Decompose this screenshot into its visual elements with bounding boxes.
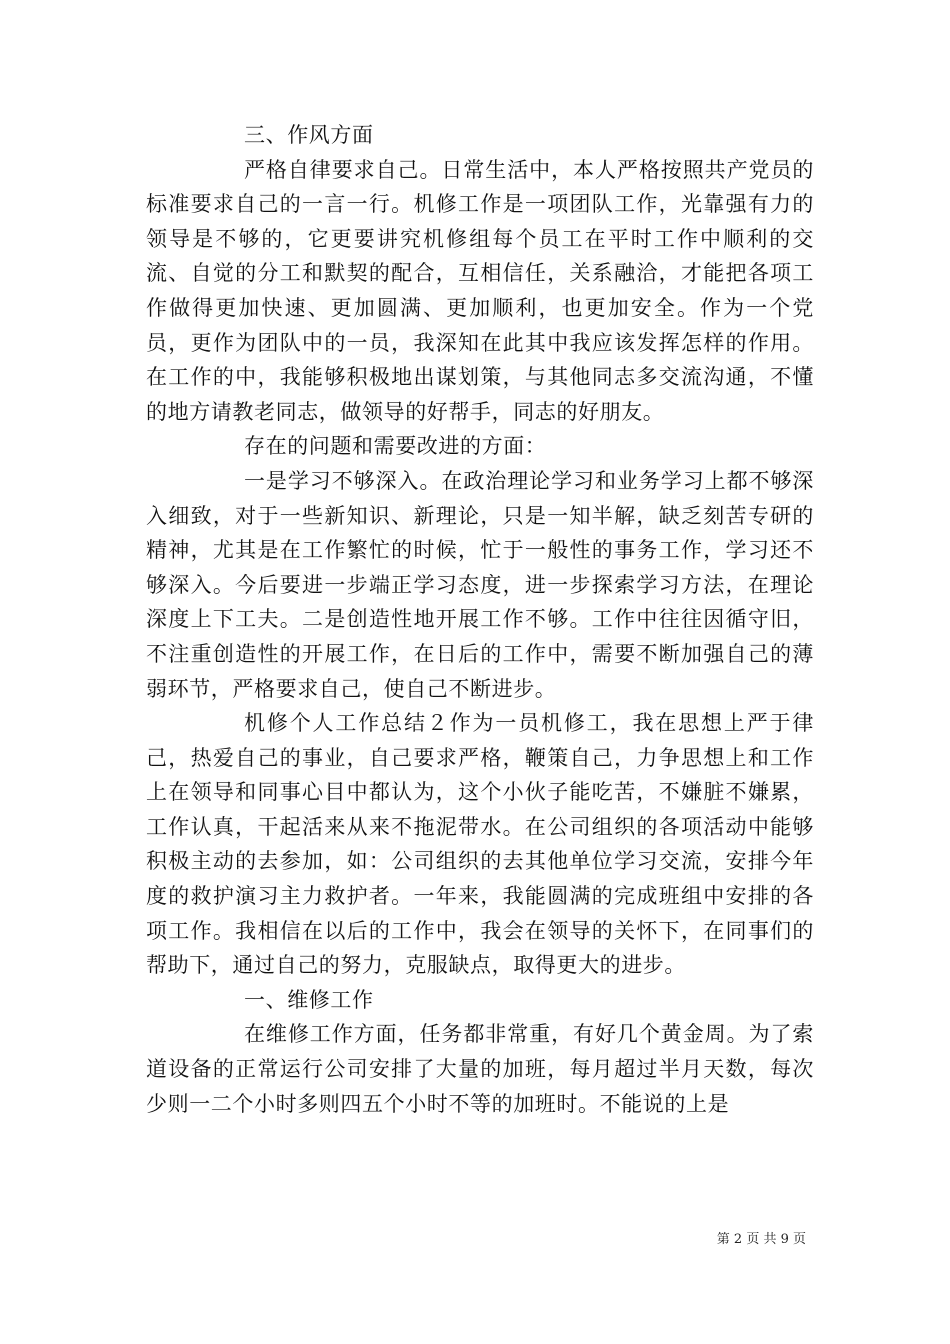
paragraph-self-discipline: 严格自律要求自己。日常生活中，本人严格按照共产党员的标准要求自己的一言一行。机修工作是一项团队工作，光靠强有力的领导是不够的，它更要讲究机修组每个员工在平时工作中顺利的交流、自觉的分工和默契的配合，互相信任，关系融洽，才能把各项工作做得更加快速、更加圆满、更加顺利，也更加安全。作为一个党员，更作为团队中的一员，我深知在此其中我应该发挥怎样的作用。在工作的中，我能够积极地出谋划策，与其他同志多交流沟通，不懂的地方请教老同志，做领导的好帮手，同志的好朋友。 — [146, 157, 814, 424]
section-heading-work-style: 三、作风方面 — [244, 123, 374, 147]
paragraph-study-issues: 一是学习不够深入。在政治理论学习和业务学习上都不够深入细致，对于一些新知识、新理论，只是一知半解，缺乏刻苦专研的精神，尤其是在工作繁忙的时候，忙于一般性的事务工作，学习还不够深入。今后要进一步端正学习态度，进一步探索学习方法，在理论深度上下工夫。二是创造性地开展工作不够。工作中往往因循守旧，不注重创造性的开展工作，在日后的工作中，需要不断加强自己的薄弱环节，严格要求自己，使自己不断进步。 — [146, 468, 814, 701]
paragraph-summary-2: 机修个人工作总结２作为一员机修工，我在思想上严于律己，热爱自己的事业，自己要求严格，鞭策自己，力争思想上和工作上在领导和同事心目中都认为，这个小伙子能吃苦，不嫌脏不嫌累，工作认真，干起活来从来不拖泥带水。在公司组织的各项活动中能够积极主动的去参加，如：公司组织的去其他单位学习交流，安排今年度的救护演习主力救护者。一年来，我能圆满的完成班组中安排的各项工作。我相信在以后的工作中，我会在领导的关怀下，在同事们的帮助下，通过自己的努力，克服缺点，取得更大的进步。 — [146, 711, 814, 978]
page-footer: 第 2 页 共 9 页 — [716, 1232, 806, 1247]
paragraph-maintenance-work: 在维修工作方面，任务都非常重，有好几个黄金周。为了索道设备的正常运行公司安排了大量的加班，每月超过半月天数，每次少则一二个小时多则四五个小时不等的加班时。不能说的上是 — [146, 1022, 814, 1116]
document-body — [146, 118, 814, 1121]
section-heading-problems: 存在的问题和需要改进的方面： — [244, 434, 547, 459]
section-heading-maintenance: 一、维修工作 — [244, 987, 374, 1012]
